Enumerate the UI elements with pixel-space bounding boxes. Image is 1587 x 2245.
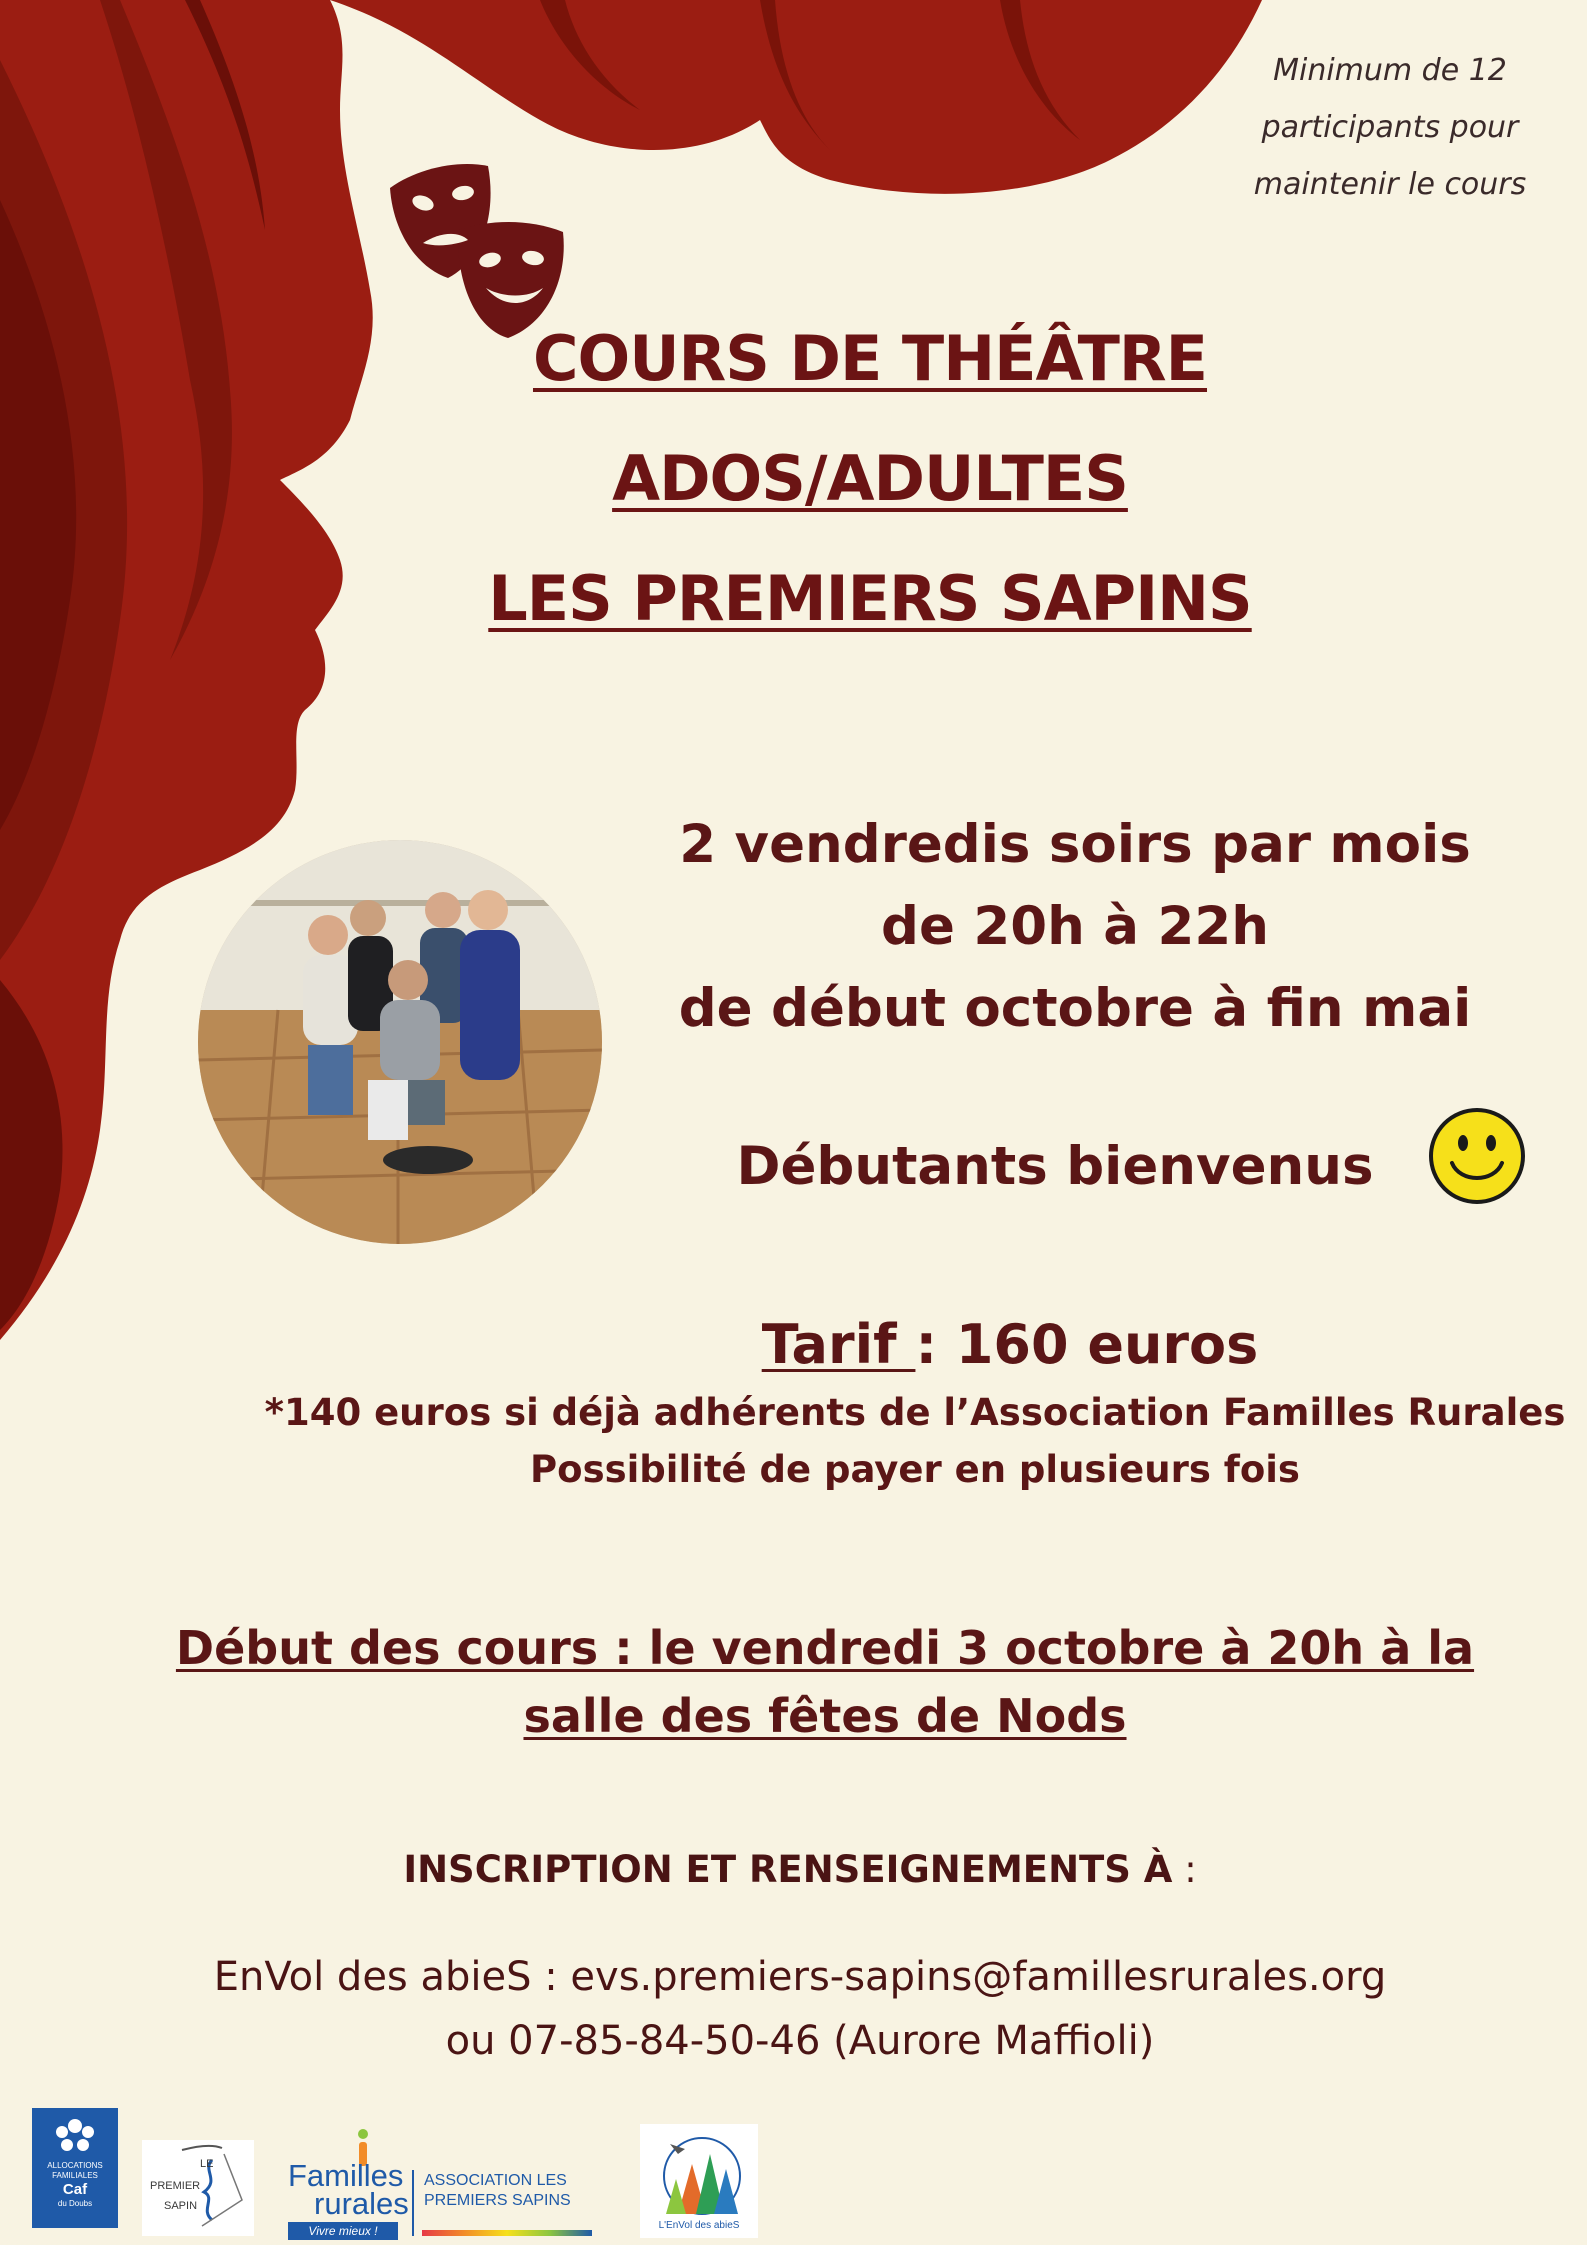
smiley-icon [1428,1107,1526,1205]
price [560,1313,1460,1376]
start-line-2: salle des fêtes de Nods [523,1689,1127,1743]
envol-trees-icon [640,2124,758,2224]
beginners-welcome: Débutants bienvenus [736,1136,1374,1197]
note-line-3: maintenir le cours [1253,167,1527,202]
schedule-line-1: 2 vendredis soirs par mois [679,814,1471,875]
price-label: Tarif [761,1313,916,1376]
title-line-1: COURS DE THÉÂTRE [532,322,1208,395]
member-price-note: *140 euros si déjà adhérents de l’Association Familles Rurales [264,1391,1566,1434]
minimum-participants-note [1230,42,1550,213]
title-line-2: ADOS/ADULTES [612,442,1128,515]
theater-masks-icon [378,158,578,348]
registration-heading: INSCRIPTION ET RENSEIGNEMENTS À : [403,1848,1197,1891]
caf-emblem-icon [45,2114,105,2156]
note-line-1: Minimum de 12 [1273,53,1507,88]
note-line-2: participants pour [1261,110,1519,145]
schedule-line-2: de 20h à 22h [881,896,1269,957]
familles-rurales-logo: Familles rurales Vivre mieux ! ASSOCIATION LES PREMIERS SAPINS [286,2128,592,2236]
caf-logo: ALLOCATIONS FAMILIALES Caf du Doubs [32,2108,118,2228]
contact-email: EnVol des abieS : evs.premiers-sapins@famillesrurales.org [213,1954,1387,2000]
start-date [150,1614,1500,1750]
premier-sapin-logo: LE PREMIER SAPIN [142,2140,254,2236]
title-line-3: LES PREMIERS SAPINS [488,562,1252,635]
payment-note: Possibilité de payer en plusieurs fois [530,1448,1300,1491]
start-line-1: Début des cours : le vendredi 3 octobre à 20h à la [175,1621,1475,1675]
schedule-line-3: de début octobre à fin mai [678,978,1472,1039]
contact-phone: ou 07-85-84-50-46 (Aurore Maffioli) [445,2018,1155,2064]
group-photo [198,840,602,1244]
price-value: : 160 euros [915,1313,1259,1376]
envol-des-abies-logo: L'EnVol des abieS [640,2124,758,2238]
